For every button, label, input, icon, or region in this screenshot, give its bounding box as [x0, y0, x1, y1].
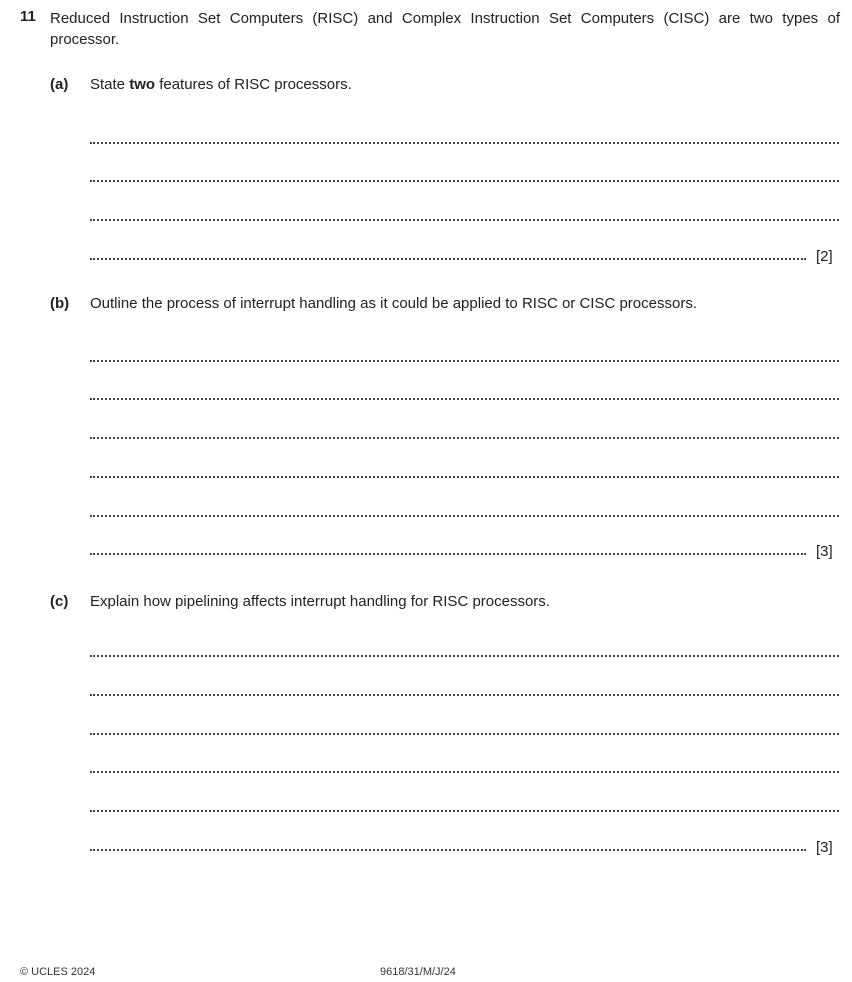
part-c-label: (c) [50, 593, 69, 610]
part-b-marks: [3] [816, 543, 833, 560]
part-b-label: (b) [50, 295, 70, 312]
answer-line[interactable] [90, 258, 806, 260]
question-number: 11 [20, 8, 36, 25]
part-b-text: Outline the process of interrupt handling as it could be applied to RISC or CISC processors. [90, 295, 697, 312]
answer-line[interactable] [90, 849, 806, 851]
answer-line[interactable] [90, 360, 839, 362]
answer-line[interactable] [90, 733, 839, 735]
answer-line[interactable] [90, 810, 839, 812]
part-c-marks: [3] [816, 839, 833, 856]
answer-line[interactable] [90, 219, 839, 221]
answer-line[interactable] [90, 515, 839, 517]
footer-copyright: © UCLES 2024 [20, 966, 96, 978]
answer-line[interactable] [90, 476, 839, 478]
part-a-text-emphasis: two [129, 76, 156, 93]
part-a-text-start: State [90, 76, 130, 93]
answer-line[interactable] [90, 771, 839, 773]
part-a-text [90, 76, 352, 93]
part-a-label: (a) [50, 76, 69, 93]
answer-line[interactable] [90, 437, 839, 439]
part-a-marks: [2] [816, 248, 833, 265]
answer-line[interactable] [90, 694, 839, 696]
part-c-text: Explain how pipelining affects interrupt handling for RISC processors. [90, 593, 550, 610]
part-a-text-end: features of RISC processors. [155, 76, 352, 93]
question-intro: Reduced Instruction Set Computers (RISC) and Complex Instruction Set Computers (CISC) are two types of processor. [50, 10, 840, 48]
answer-line[interactable] [90, 142, 839, 144]
footer-paper-code: 9618/31/M/J/24 [380, 966, 456, 978]
answer-line[interactable] [90, 180, 839, 182]
answer-line[interactable] [90, 398, 839, 400]
answer-line[interactable] [90, 655, 839, 657]
answer-line[interactable] [90, 553, 806, 555]
